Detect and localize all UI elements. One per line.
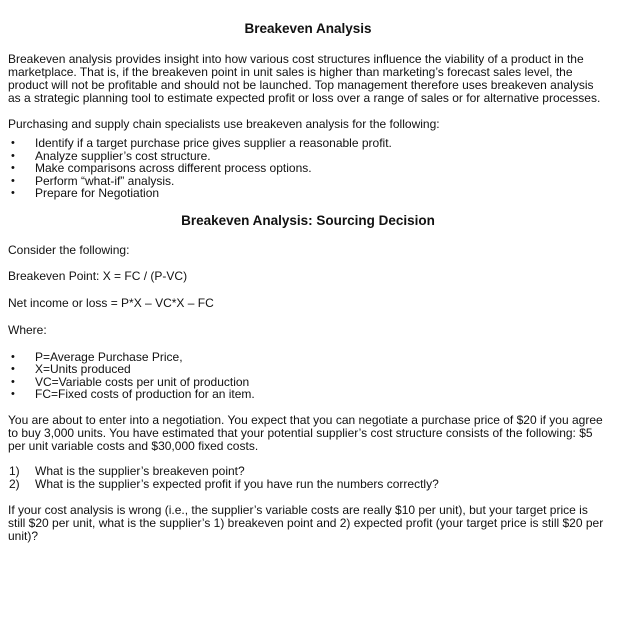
consider-text: Consider the following: — [8, 242, 130, 257]
list-item: • Perform “what-if” analysis. — [8, 175, 608, 188]
list-item: • P=Average Purchase Price, — [8, 351, 608, 364]
list-item: • Prepare for Negotiation — [8, 187, 608, 200]
followup-paragraph: If your cost analysis is wrong (i.e., the supplier’s variable costs are really $10 per unit), but your target price is still $20 per unit, what is the supplier’s 1) breakeven point and 2) expected profit (your target price is still $20 per unit)? — [8, 502, 604, 543]
uses-list — [8, 137, 608, 200]
list-item: • Identify if a target purchase price gives supplier a reasonable profit. — [8, 137, 608, 150]
page-title: Breakeven Analysis — [244, 21, 372, 36]
question-number: 2) — [9, 476, 20, 491]
list-item: • FC=Fixed costs of production for an item. — [8, 388, 608, 401]
intro-paragraph: Breakeven analysis provides insight into how various cost structures influence the viability of a product in the marketplace. That is, if the breakeven point in unit sales is higher than marketing’s forecast sales level, the product will not be profitable and should not be launched. Top management therefore uses breakeven analysis as a strategic planning tool to estimate expected profit or loss over a range of sales or for alternative processes. — [8, 52, 601, 105]
definitions-list — [8, 351, 608, 401]
question-number: 1) — [9, 463, 20, 478]
income-formula: Net income or loss = P*X – VC*X – FC — [8, 295, 214, 310]
where-label: Where: — [8, 322, 47, 337]
document-page — [8, 0, 608, 543]
breakeven-formula: Breakeven Point: X = FC / (P-VC) — [8, 268, 188, 283]
section-title: Breakeven Analysis: Sourcing Decision — [181, 212, 435, 228]
question-item — [8, 478, 608, 491]
list-item: • VC=Variable costs per unit of production — [8, 376, 608, 389]
scenario-paragraph: You are about to enter into a negotiation. You expect that you can negotiate a purchase price of $20 if you agree to buy 3,000 units. You have estimated that your potential supplier’s cost structure consists of the following: $5 per unit variable costs and $30,000 fixed costs. — [8, 412, 603, 453]
list-item: • Make comparisons across different process options. — [8, 162, 608, 175]
list-item: • Analyze supplier’s cost structure. — [8, 150, 608, 163]
questions-list — [8, 465, 608, 491]
question-text: What is the supplier’s breakeven point? — [35, 463, 245, 478]
question-text: What is the supplier’s expected profit if you have run the numbers correctly? — [35, 476, 439, 491]
list-item: • X=Units produced — [8, 363, 608, 376]
uses-intro: Purchasing and supply chain specialists use breakeven analysis for the following: — [8, 117, 440, 131]
